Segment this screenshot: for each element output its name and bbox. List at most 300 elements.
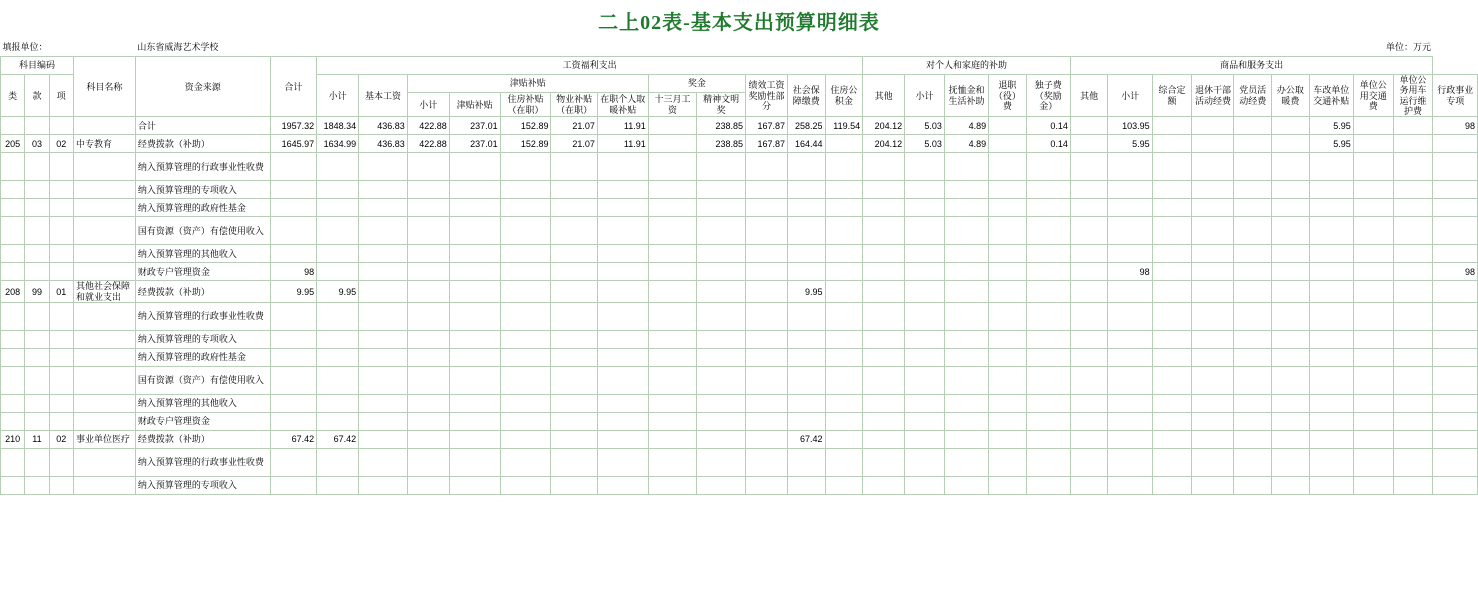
cell-personal-other[interactable] bbox=[1070, 199, 1108, 217]
cell-salary-social[interactable] bbox=[787, 181, 825, 199]
cell-salary-basic[interactable] bbox=[359, 395, 408, 413]
cell-salary-property[interactable] bbox=[551, 331, 597, 349]
cell-salary-warm[interactable]: 11.91 bbox=[597, 135, 648, 153]
cell-salary-fund[interactable] bbox=[825, 431, 863, 449]
cell-total[interactable]: 98 bbox=[270, 263, 316, 281]
cell-salary-spirit[interactable]: 238.85 bbox=[697, 117, 746, 135]
cell-salary-property[interactable] bbox=[551, 431, 597, 449]
cell-goods-party[interactable] bbox=[1234, 153, 1272, 181]
cell-goods-retired[interactable] bbox=[1192, 153, 1234, 181]
cell-fund-source[interactable]: 纳入预算管理的政府性基金 bbox=[135, 199, 270, 217]
cell-subject-name[interactable] bbox=[73, 449, 135, 477]
cell-personal-retire[interactable] bbox=[989, 199, 1027, 217]
cell-salary-spirit[interactable] bbox=[697, 245, 746, 263]
cell-personal-subtotal[interactable] bbox=[905, 263, 945, 281]
cell-salary-spirit[interactable]: 238.85 bbox=[697, 135, 746, 153]
cell-goods-office[interactable] bbox=[1272, 263, 1310, 281]
cell-salary-housing[interactable] bbox=[500, 331, 551, 349]
cell-goods-subtotal[interactable] bbox=[1108, 281, 1152, 303]
cell-personal-subtotal[interactable] bbox=[905, 199, 945, 217]
cell-total[interactable]: 1957.32 bbox=[270, 117, 316, 135]
cell-salary-m13[interactable] bbox=[648, 303, 697, 331]
cell-salary-housing[interactable] bbox=[500, 263, 551, 281]
cell-salary-subtotal[interactable] bbox=[317, 263, 359, 281]
cell-code-xiang[interactable] bbox=[49, 153, 73, 181]
cell-goods-quota[interactable] bbox=[1152, 153, 1192, 181]
cell-salary-other[interactable] bbox=[863, 181, 905, 199]
cell-salary-allow_sub[interactable] bbox=[407, 181, 449, 199]
cell-personal-award[interactable] bbox=[1026, 181, 1070, 199]
cell-personal-subtotal[interactable] bbox=[905, 153, 945, 181]
cell-personal-pension[interactable] bbox=[944, 181, 988, 199]
table-row[interactable] bbox=[1, 245, 1478, 263]
cell-goods-office[interactable] bbox=[1272, 395, 1310, 413]
cell-total[interactable] bbox=[270, 413, 316, 431]
cell-salary-subtotal[interactable] bbox=[317, 367, 359, 395]
cell-salary-m13[interactable] bbox=[648, 413, 697, 431]
cell-personal-subtotal[interactable] bbox=[905, 181, 945, 199]
cell-salary-social[interactable]: 67.42 bbox=[787, 431, 825, 449]
cell-goods-admin[interactable] bbox=[1433, 477, 1478, 495]
cell-goods-admin[interactable]: 98 bbox=[1433, 263, 1478, 281]
cell-goods-operating[interactable] bbox=[1393, 331, 1433, 349]
cell-salary-other[interactable] bbox=[863, 217, 905, 245]
cell-subject-name[interactable] bbox=[73, 349, 135, 367]
cell-subject-name[interactable] bbox=[73, 395, 135, 413]
cell-personal-pension[interactable] bbox=[944, 413, 988, 431]
table-row[interactable] bbox=[1, 281, 1478, 303]
cell-salary-housing[interactable] bbox=[500, 181, 551, 199]
cell-goods-operating[interactable] bbox=[1393, 263, 1433, 281]
cell-salary-other[interactable] bbox=[863, 303, 905, 331]
cell-goods-operating[interactable] bbox=[1393, 199, 1433, 217]
cell-goods-office[interactable] bbox=[1272, 199, 1310, 217]
table-row[interactable] bbox=[1, 135, 1478, 153]
cell-salary-m13[interactable] bbox=[648, 431, 697, 449]
cell-goods-transport[interactable] bbox=[1353, 245, 1393, 263]
cell-goods-quota[interactable] bbox=[1152, 349, 1192, 367]
cell-salary-warm[interactable] bbox=[597, 367, 648, 395]
cell-salary-subtotal[interactable]: 1634.99 bbox=[317, 135, 359, 153]
cell-goods-party[interactable] bbox=[1234, 217, 1272, 245]
cell-goods-operating[interactable] bbox=[1393, 217, 1433, 245]
cell-salary-allow[interactable] bbox=[449, 367, 500, 395]
cell-goods-vehicle[interactable]: 5.95 bbox=[1309, 117, 1353, 135]
cell-salary-perf[interactable] bbox=[745, 477, 787, 495]
cell-goods-admin[interactable] bbox=[1433, 449, 1478, 477]
cell-salary-social[interactable] bbox=[787, 153, 825, 181]
cell-code-lei[interactable] bbox=[1, 395, 25, 413]
cell-total[interactable] bbox=[270, 395, 316, 413]
cell-subject-name[interactable]: 其他社会保障和就业支出 bbox=[73, 281, 135, 303]
cell-code-xiang[interactable] bbox=[49, 395, 73, 413]
cell-personal-award[interactable] bbox=[1026, 281, 1070, 303]
cell-personal-subtotal[interactable] bbox=[905, 395, 945, 413]
cell-personal-award[interactable] bbox=[1026, 199, 1070, 217]
cell-code-lei[interactable] bbox=[1, 153, 25, 181]
cell-salary-housing[interactable]: 152.89 bbox=[500, 117, 551, 135]
cell-goods-office[interactable] bbox=[1272, 117, 1310, 135]
cell-goods-admin[interactable] bbox=[1433, 199, 1478, 217]
cell-goods-office[interactable] bbox=[1272, 477, 1310, 495]
cell-salary-subtotal[interactable] bbox=[317, 303, 359, 331]
cell-goods-retired[interactable] bbox=[1192, 413, 1234, 431]
cell-goods-vehicle[interactable] bbox=[1309, 431, 1353, 449]
cell-salary-allow[interactable] bbox=[449, 395, 500, 413]
table-row[interactable] bbox=[1, 367, 1478, 395]
cell-salary-perf[interactable] bbox=[745, 331, 787, 349]
cell-goods-quota[interactable] bbox=[1152, 217, 1192, 245]
cell-code-xiang[interactable] bbox=[49, 117, 73, 135]
cell-personal-retire[interactable] bbox=[989, 245, 1027, 263]
cell-personal-retire[interactable] bbox=[989, 331, 1027, 349]
cell-fund-source[interactable]: 财政专户管理资金 bbox=[135, 413, 270, 431]
cell-salary-other[interactable] bbox=[863, 367, 905, 395]
cell-goods-admin[interactable] bbox=[1433, 367, 1478, 395]
cell-goods-admin[interactable] bbox=[1433, 135, 1478, 153]
cell-salary-social[interactable] bbox=[787, 263, 825, 281]
cell-personal-other[interactable] bbox=[1070, 449, 1108, 477]
cell-goods-subtotal[interactable]: 5.95 bbox=[1108, 135, 1152, 153]
cell-goods-operating[interactable] bbox=[1393, 181, 1433, 199]
cell-salary-allow[interactable] bbox=[449, 303, 500, 331]
cell-salary-spirit[interactable] bbox=[697, 431, 746, 449]
cell-salary-spirit[interactable] bbox=[697, 395, 746, 413]
cell-salary-allow_sub[interactable] bbox=[407, 367, 449, 395]
cell-code-xiang[interactable]: 02 bbox=[49, 135, 73, 153]
cell-salary-spirit[interactable] bbox=[697, 281, 746, 303]
cell-goods-admin[interactable] bbox=[1433, 413, 1478, 431]
cell-salary-warm[interactable] bbox=[597, 217, 648, 245]
cell-goods-subtotal[interactable] bbox=[1108, 349, 1152, 367]
cell-salary-allow[interactable] bbox=[449, 331, 500, 349]
cell-goods-office[interactable] bbox=[1272, 153, 1310, 181]
cell-personal-other[interactable] bbox=[1070, 303, 1108, 331]
cell-goods-subtotal[interactable] bbox=[1108, 449, 1152, 477]
cell-subject-name[interactable] bbox=[73, 245, 135, 263]
cell-code-xiang[interactable] bbox=[49, 303, 73, 331]
cell-goods-retired[interactable] bbox=[1192, 281, 1234, 303]
cell-personal-retire[interactable] bbox=[989, 477, 1027, 495]
cell-goods-quota[interactable] bbox=[1152, 303, 1192, 331]
cell-code-lei[interactable]: 208 bbox=[1, 281, 25, 303]
cell-goods-retired[interactable] bbox=[1192, 331, 1234, 349]
cell-salary-basic[interactable] bbox=[359, 331, 408, 349]
cell-personal-retire[interactable] bbox=[989, 349, 1027, 367]
cell-code-lei[interactable] bbox=[1, 181, 25, 199]
cell-code-kuan[interactable] bbox=[25, 477, 49, 495]
cell-fund-source[interactable]: 经费拨款（补助） bbox=[135, 135, 270, 153]
cell-code-kuan[interactable] bbox=[25, 263, 49, 281]
cell-salary-allow_sub[interactable] bbox=[407, 263, 449, 281]
cell-personal-award[interactable]: 0.14 bbox=[1026, 117, 1070, 135]
cell-code-xiang[interactable]: 02 bbox=[49, 431, 73, 449]
cell-salary-allow_sub[interactable] bbox=[407, 431, 449, 449]
cell-salary-basic[interactable] bbox=[359, 349, 408, 367]
cell-goods-party[interactable] bbox=[1234, 117, 1272, 135]
cell-salary-perf[interactable] bbox=[745, 413, 787, 431]
cell-personal-subtotal[interactable] bbox=[905, 331, 945, 349]
cell-goods-transport[interactable] bbox=[1353, 117, 1393, 135]
cell-salary-housing[interactable] bbox=[500, 449, 551, 477]
cell-personal-subtotal[interactable] bbox=[905, 303, 945, 331]
cell-salary-spirit[interactable] bbox=[697, 199, 746, 217]
cell-salary-housing[interactable] bbox=[500, 245, 551, 263]
cell-personal-award[interactable] bbox=[1026, 449, 1070, 477]
cell-salary-other[interactable] bbox=[863, 395, 905, 413]
cell-salary-property[interactable] bbox=[551, 281, 597, 303]
cell-goods-vehicle[interactable] bbox=[1309, 413, 1353, 431]
cell-salary-social[interactable] bbox=[787, 349, 825, 367]
cell-personal-award[interactable] bbox=[1026, 217, 1070, 245]
cell-personal-award[interactable] bbox=[1026, 263, 1070, 281]
cell-salary-fund[interactable] bbox=[825, 413, 863, 431]
cell-salary-basic[interactable] bbox=[359, 449, 408, 477]
cell-goods-vehicle[interactable] bbox=[1309, 303, 1353, 331]
table-row[interactable] bbox=[1, 331, 1478, 349]
cell-code-xiang[interactable] bbox=[49, 181, 73, 199]
cell-salary-warm[interactable] bbox=[597, 303, 648, 331]
cell-salary-m13[interactable] bbox=[648, 245, 697, 263]
cell-salary-property[interactable]: 21.07 bbox=[551, 117, 597, 135]
cell-goods-transport[interactable] bbox=[1353, 303, 1393, 331]
cell-goods-subtotal[interactable] bbox=[1108, 395, 1152, 413]
cell-personal-pension[interactable] bbox=[944, 245, 988, 263]
cell-goods-quota[interactable] bbox=[1152, 331, 1192, 349]
cell-code-lei[interactable]: 205 bbox=[1, 135, 25, 153]
cell-salary-subtotal[interactable] bbox=[317, 477, 359, 495]
cell-salary-fund[interactable] bbox=[825, 349, 863, 367]
cell-salary-m13[interactable] bbox=[648, 117, 697, 135]
cell-goods-vehicle[interactable] bbox=[1309, 331, 1353, 349]
cell-code-lei[interactable] bbox=[1, 477, 25, 495]
cell-goods-party[interactable] bbox=[1234, 431, 1272, 449]
cell-salary-warm[interactable] bbox=[597, 349, 648, 367]
cell-goods-operating[interactable] bbox=[1393, 117, 1433, 135]
cell-salary-perf[interactable] bbox=[745, 449, 787, 477]
cell-salary-fund[interactable] bbox=[825, 331, 863, 349]
cell-goods-admin[interactable] bbox=[1433, 281, 1478, 303]
cell-goods-vehicle[interactable] bbox=[1309, 281, 1353, 303]
cell-goods-quota[interactable] bbox=[1152, 181, 1192, 199]
cell-goods-party[interactable] bbox=[1234, 395, 1272, 413]
cell-goods-office[interactable] bbox=[1272, 245, 1310, 263]
cell-personal-other[interactable] bbox=[1070, 117, 1108, 135]
cell-goods-transport[interactable] bbox=[1353, 395, 1393, 413]
cell-salary-warm[interactable] bbox=[597, 281, 648, 303]
cell-salary-warm[interactable] bbox=[597, 477, 648, 495]
cell-goods-office[interactable] bbox=[1272, 303, 1310, 331]
cell-goods-office[interactable] bbox=[1272, 449, 1310, 477]
cell-salary-basic[interactable] bbox=[359, 181, 408, 199]
cell-personal-pension[interactable] bbox=[944, 477, 988, 495]
cell-personal-retire[interactable] bbox=[989, 217, 1027, 245]
cell-personal-subtotal[interactable] bbox=[905, 349, 945, 367]
cell-salary-allow_sub[interactable] bbox=[407, 303, 449, 331]
cell-fund-source[interactable]: 纳入预算管理的专项收入 bbox=[135, 331, 270, 349]
cell-goods-operating[interactable] bbox=[1393, 349, 1433, 367]
cell-salary-basic[interactable]: 436.83 bbox=[359, 135, 408, 153]
cell-salary-subtotal[interactable] bbox=[317, 245, 359, 263]
cell-salary-warm[interactable] bbox=[597, 153, 648, 181]
cell-goods-quota[interactable] bbox=[1152, 263, 1192, 281]
cell-goods-transport[interactable] bbox=[1353, 331, 1393, 349]
cell-code-lei[interactable] bbox=[1, 199, 25, 217]
cell-code-lei[interactable] bbox=[1, 449, 25, 477]
cell-code-xiang[interactable] bbox=[49, 477, 73, 495]
cell-goods-retired[interactable] bbox=[1192, 117, 1234, 135]
cell-code-kuan[interactable] bbox=[25, 117, 49, 135]
cell-code-xiang[interactable] bbox=[49, 367, 73, 395]
cell-goods-vehicle[interactable] bbox=[1309, 263, 1353, 281]
cell-salary-allow_sub[interactable]: 422.88 bbox=[407, 117, 449, 135]
cell-goods-transport[interactable] bbox=[1353, 477, 1393, 495]
cell-personal-other[interactable] bbox=[1070, 217, 1108, 245]
cell-personal-retire[interactable] bbox=[989, 367, 1027, 395]
cell-goods-party[interactable] bbox=[1234, 281, 1272, 303]
cell-goods-subtotal[interactable] bbox=[1108, 413, 1152, 431]
cell-goods-office[interactable] bbox=[1272, 367, 1310, 395]
cell-salary-housing[interactable] bbox=[500, 431, 551, 449]
cell-personal-pension[interactable] bbox=[944, 349, 988, 367]
cell-goods-subtotal[interactable] bbox=[1108, 217, 1152, 245]
cell-goods-transport[interactable] bbox=[1353, 135, 1393, 153]
cell-salary-perf[interactable] bbox=[745, 153, 787, 181]
cell-personal-subtotal[interactable] bbox=[905, 367, 945, 395]
cell-goods-operating[interactable] bbox=[1393, 135, 1433, 153]
cell-subject-name[interactable] bbox=[73, 181, 135, 199]
cell-code-kuan[interactable] bbox=[25, 413, 49, 431]
cell-salary-housing[interactable] bbox=[500, 349, 551, 367]
cell-personal-pension[interactable] bbox=[944, 303, 988, 331]
cell-salary-m13[interactable] bbox=[648, 281, 697, 303]
cell-salary-allow_sub[interactable] bbox=[407, 395, 449, 413]
cell-subject-name[interactable] bbox=[73, 413, 135, 431]
cell-goods-retired[interactable] bbox=[1192, 263, 1234, 281]
cell-salary-m13[interactable] bbox=[648, 477, 697, 495]
cell-personal-retire[interactable] bbox=[989, 181, 1027, 199]
cell-salary-basic[interactable] bbox=[359, 199, 408, 217]
cell-personal-subtotal[interactable] bbox=[905, 217, 945, 245]
cell-salary-other[interactable] bbox=[863, 153, 905, 181]
cell-salary-other[interactable] bbox=[863, 431, 905, 449]
cell-goods-party[interactable] bbox=[1234, 331, 1272, 349]
cell-goods-subtotal[interactable] bbox=[1108, 245, 1152, 263]
cell-salary-basic[interactable] bbox=[359, 367, 408, 395]
cell-code-kuan[interactable] bbox=[25, 217, 49, 245]
cell-personal-pension[interactable] bbox=[944, 395, 988, 413]
cell-goods-party[interactable] bbox=[1234, 245, 1272, 263]
cell-goods-operating[interactable] bbox=[1393, 153, 1433, 181]
cell-goods-admin[interactable] bbox=[1433, 245, 1478, 263]
cell-personal-pension[interactable] bbox=[944, 263, 988, 281]
cell-salary-perf[interactable] bbox=[745, 181, 787, 199]
cell-salary-fund[interactable] bbox=[825, 449, 863, 477]
cell-salary-basic[interactable] bbox=[359, 153, 408, 181]
cell-goods-transport[interactable] bbox=[1353, 181, 1393, 199]
cell-salary-housing[interactable] bbox=[500, 199, 551, 217]
cell-fund-source[interactable]: 纳入预算管理的政府性基金 bbox=[135, 349, 270, 367]
cell-subject-name[interactable]: 事业单位医疗 bbox=[73, 431, 135, 449]
cell-salary-perf[interactable] bbox=[745, 367, 787, 395]
cell-fund-source[interactable]: 经费拨款（补助） bbox=[135, 281, 270, 303]
cell-code-kuan[interactable] bbox=[25, 449, 49, 477]
cell-salary-other[interactable] bbox=[863, 349, 905, 367]
cell-goods-vehicle[interactable] bbox=[1309, 449, 1353, 477]
cell-salary-subtotal[interactable] bbox=[317, 449, 359, 477]
cell-salary-allow_sub[interactable] bbox=[407, 331, 449, 349]
cell-salary-social[interactable]: 164.44 bbox=[787, 135, 825, 153]
cell-code-lei[interactable] bbox=[1, 245, 25, 263]
cell-salary-warm[interactable] bbox=[597, 331, 648, 349]
cell-subject-name[interactable] bbox=[73, 477, 135, 495]
cell-salary-social[interactable] bbox=[787, 245, 825, 263]
cell-salary-other[interactable] bbox=[863, 477, 905, 495]
cell-salary-allow[interactable] bbox=[449, 245, 500, 263]
cell-salary-social[interactable] bbox=[787, 331, 825, 349]
cell-personal-award[interactable] bbox=[1026, 153, 1070, 181]
cell-salary-property[interactable] bbox=[551, 303, 597, 331]
cell-goods-subtotal[interactable] bbox=[1108, 431, 1152, 449]
cell-salary-allow_sub[interactable] bbox=[407, 245, 449, 263]
cell-goods-retired[interactable] bbox=[1192, 303, 1234, 331]
cell-personal-award[interactable] bbox=[1026, 413, 1070, 431]
cell-salary-m13[interactable] bbox=[648, 181, 697, 199]
cell-salary-spirit[interactable] bbox=[697, 413, 746, 431]
cell-goods-subtotal[interactable]: 103.95 bbox=[1108, 117, 1152, 135]
cell-code-lei[interactable] bbox=[1, 217, 25, 245]
cell-code-kuan[interactable] bbox=[25, 199, 49, 217]
cell-personal-subtotal[interactable] bbox=[905, 431, 945, 449]
cell-salary-social[interactable] bbox=[787, 367, 825, 395]
cell-salary-spirit[interactable] bbox=[697, 331, 746, 349]
cell-goods-party[interactable] bbox=[1234, 263, 1272, 281]
cell-personal-retire[interactable] bbox=[989, 431, 1027, 449]
cell-code-kuan[interactable] bbox=[25, 349, 49, 367]
cell-goods-retired[interactable] bbox=[1192, 217, 1234, 245]
cell-personal-pension[interactable]: 4.89 bbox=[944, 135, 988, 153]
cell-salary-housing[interactable] bbox=[500, 367, 551, 395]
cell-salary-perf[interactable]: 167.87 bbox=[745, 135, 787, 153]
cell-salary-property[interactable] bbox=[551, 245, 597, 263]
cell-code-xiang[interactable] bbox=[49, 349, 73, 367]
cell-salary-m13[interactable] bbox=[648, 135, 697, 153]
cell-salary-basic[interactable] bbox=[359, 431, 408, 449]
cell-goods-admin[interactable] bbox=[1433, 431, 1478, 449]
cell-salary-m13[interactable] bbox=[648, 263, 697, 281]
cell-goods-transport[interactable] bbox=[1353, 449, 1393, 477]
cell-salary-warm[interactable] bbox=[597, 245, 648, 263]
cell-salary-property[interactable] bbox=[551, 181, 597, 199]
cell-fund-source[interactable]: 合计 bbox=[135, 117, 270, 135]
cell-salary-spirit[interactable] bbox=[697, 263, 746, 281]
cell-code-lei[interactable] bbox=[1, 413, 25, 431]
cell-goods-quota[interactable] bbox=[1152, 431, 1192, 449]
cell-fund-source[interactable]: 纳入预算管理的专项收入 bbox=[135, 477, 270, 495]
cell-personal-pension[interactable] bbox=[944, 153, 988, 181]
cell-fund-source[interactable]: 纳入预算管理的行政事业性收费 bbox=[135, 449, 270, 477]
cell-goods-quota[interactable] bbox=[1152, 367, 1192, 395]
cell-code-xiang[interactable] bbox=[49, 245, 73, 263]
cell-salary-subtotal[interactable]: 67.42 bbox=[317, 431, 359, 449]
cell-goods-transport[interactable] bbox=[1353, 431, 1393, 449]
cell-salary-allow[interactable] bbox=[449, 181, 500, 199]
cell-personal-award[interactable] bbox=[1026, 349, 1070, 367]
cell-subject-name[interactable] bbox=[73, 199, 135, 217]
cell-code-kuan[interactable]: 03 bbox=[25, 135, 49, 153]
cell-personal-retire[interactable] bbox=[989, 303, 1027, 331]
cell-goods-operating[interactable] bbox=[1393, 303, 1433, 331]
